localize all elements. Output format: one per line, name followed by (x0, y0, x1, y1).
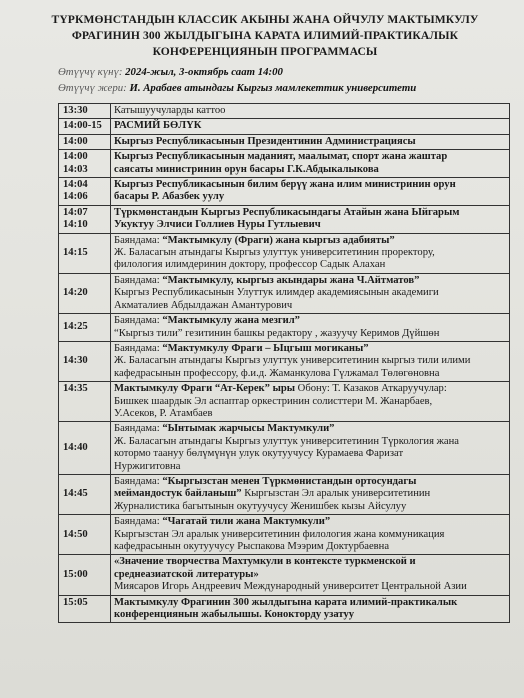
table-row (59, 134, 510, 149)
report-topic: «Значение творчества Махтумкули в контексте туркменской и (114, 556, 416, 568)
row-time-end: 14:06 (63, 191, 88, 203)
table-row (59, 233, 510, 273)
row-text: кафедрасынын профессору, ф.и.д. Жаманкулова Гүлжамал Төлөгөновна (114, 367, 440, 379)
closing-text: Мактымкулу Фрагинин 300 жылдыгына карата илимий-практикалык (114, 596, 458, 608)
report-topic: “Мактымкулу, кыргыз акындары жана Ч.Айтматов” (162, 274, 420, 286)
table-row (59, 595, 510, 623)
row-time: 14:30 (59, 341, 111, 381)
row-time: 14:50 (59, 515, 111, 555)
report-topic: “Мактымкулу жана мезгил” (162, 315, 300, 327)
title-line-3: КОНФЕРЕНЦИЯНЫН ПРОГРАММАСЫ (152, 45, 378, 58)
report-topic: среднеазиатской литературы» (114, 568, 259, 580)
row-text: Ж. Баласагын атындагы Кыргыз улуттук университетинин Түркология жана (114, 435, 459, 447)
row-time: 14:00 (59, 134, 111, 149)
table-row (59, 555, 510, 595)
row-time: 14:15 (59, 233, 111, 273)
report-topic: “Кыргызстан менен Түркмөнистандын ортосундагы (162, 475, 417, 487)
row-text: У.Асеков, Р. Атамбаев (114, 407, 213, 419)
row-text: басары Р. Абазбек уулу (114, 191, 225, 203)
row-text: “Кыргыз тили” гезитинин башкы редактору , жазуучу Керимов Дүйшөн (114, 327, 440, 339)
row-time: 14:40 (59, 422, 111, 475)
closing-text: конференциянын жабылышы. Конокторду узатуу (114, 609, 355, 621)
row-time-end: 14:10 (63, 219, 88, 231)
row-time: 14:20 (59, 273, 111, 313)
row-time-start: 14:04 (63, 179, 88, 191)
report-topic: “Ынтымак жарчысы Мактумкули” (162, 423, 335, 435)
row-time: 15:05 (59, 595, 111, 623)
row-time: 15:00 (59, 555, 111, 595)
row-text: Нуржигитовна (114, 460, 181, 472)
row-time: 14:25 (59, 314, 111, 342)
row-text: Кыргызстан Эл аралык университетинин (241, 488, 431, 500)
row-time: 13:30 (59, 104, 111, 119)
place-value: И. Арабаев атындагы Кыргыз мамлекеттик университети (129, 82, 417, 94)
report-label: Баяндама: (114, 475, 160, 487)
row-time-start: 14:07 (63, 206, 88, 218)
row-text: филология илимдеринин доктору, профессор Садык Алахан (114, 259, 386, 271)
report-topic: меймандостук байланыш” (114, 488, 242, 500)
event-place (58, 82, 416, 94)
row-text: Кыргыз Республикасынын билим берүү жана илим министринин орун (114, 179, 456, 191)
row-text: Ж. Баласагын атындагы Кыргыз улуттук университетинин кыргыз тили илими (114, 355, 471, 367)
report-label: Баяндама: (114, 516, 160, 528)
table-row (59, 150, 510, 178)
table-row (59, 314, 510, 342)
table-row (59, 104, 510, 119)
row-text: кафедрасынын окутуучусу Рыспакова Мээрим Доктурбаевна (114, 541, 390, 552)
table-row (59, 178, 510, 206)
row-time-start: 14:00 (63, 151, 88, 163)
row-text: котормо таануу бөлүмүнүн улук окутуучусу Курамаева Фаризат (114, 448, 404, 460)
row-text: Бишкек шаардык Эл аспаптар оркестринин солисттери М. Жанарбаев, (114, 395, 433, 407)
row-text: Кыргыз Республикасынын маданият, маалымат, спорт жана жаштар (114, 151, 448, 163)
report-label: Баяндама: (114, 342, 160, 354)
row-text: Журналистика багытынын окутуучусу Женишбек кызы Айсулуу (114, 500, 407, 512)
event-date (58, 66, 283, 78)
section-heading: РАСМИЙ БӨЛҮК (114, 120, 202, 132)
row-text: Обону: Т. Казаков Аткаруучулар: (295, 383, 447, 395)
report-label: Баяндама: (114, 234, 160, 246)
row-time: 14:35 (59, 382, 111, 422)
table-row (59, 382, 510, 422)
table-row (59, 474, 510, 514)
table-row (59, 515, 510, 555)
table-row (59, 422, 510, 475)
date-value: 2024-жыл, 3-октябрь саат 14:00 (125, 66, 283, 78)
row-text: Кыргыз Республикасынын Улуттук илимдер академиясынын академиги (114, 287, 439, 299)
row-text: Акматалиев Абдылдажан Амантурович (114, 299, 293, 311)
document-title (20, 12, 510, 60)
row-time-end: 14:03 (63, 163, 88, 175)
table-row (59, 273, 510, 313)
title-line-1: ТҮРКМӨНСТАНДЫН КЛАССИК АКЫНЫ ЖАНА ОЙЧУЛУ МАКТЫМКУЛУ (51, 13, 479, 26)
report-topic: “Мактымкулу (Фраги) жана кыргыз адабияты” (162, 234, 395, 246)
report-label: Баяндама: (114, 274, 160, 286)
row-time: 14:45 (59, 474, 111, 514)
report-label: Баяндама: (114, 315, 160, 327)
row-text: Укуктуу Элчиси Голлиев Нуры Гутлыевич (114, 219, 321, 231)
program-table (58, 103, 510, 623)
performance-title: Мактымкулу Фраги “Ат-Керек” ыры (114, 383, 296, 395)
date-label: Өтүүчү күнү: (58, 66, 123, 78)
row-text: Ж. Баласагын атындагы Кыргыз улуттук университетинин проректору, (114, 247, 435, 259)
place-label: Өтүүчү жери: (58, 82, 127, 94)
row-text: Кыргызстан Эл аралык университетинин филология жана коммуникация (114, 528, 445, 540)
row-text: Миясаров Игорь Андреевич Международный университет Центральной Азии (114, 581, 467, 593)
report-label: Баяндама: (114, 423, 160, 435)
table-row (59, 119, 510, 134)
row-text: саясаты министринин орун басары Г.К.Абдыкалыкова (114, 163, 379, 175)
table-row (59, 205, 510, 233)
table-row (59, 341, 510, 381)
row-text: Түркмөнстандын Кыргыз Республикасындагы Атайын жана Ыйгарым (114, 206, 460, 218)
title-line-2: ФРАГИНИН 300 ЖЫЛДЫГЫНА КАРАТА ИЛИМИЙ-ПРАКТИКАЛЫК (71, 29, 459, 42)
report-topic: “Чагатай тили жана Мактумкули” (162, 516, 331, 528)
row-time: 14:00-15 (59, 119, 111, 134)
row-text: Кыргыз Республикасынын Президентинин Администрациясы (114, 135, 416, 147)
report-topic: “Мактумкулу Фраги – Ыцгыш могиканы” (162, 342, 369, 354)
row-text: Катышуучуларды каттоо (111, 104, 510, 119)
